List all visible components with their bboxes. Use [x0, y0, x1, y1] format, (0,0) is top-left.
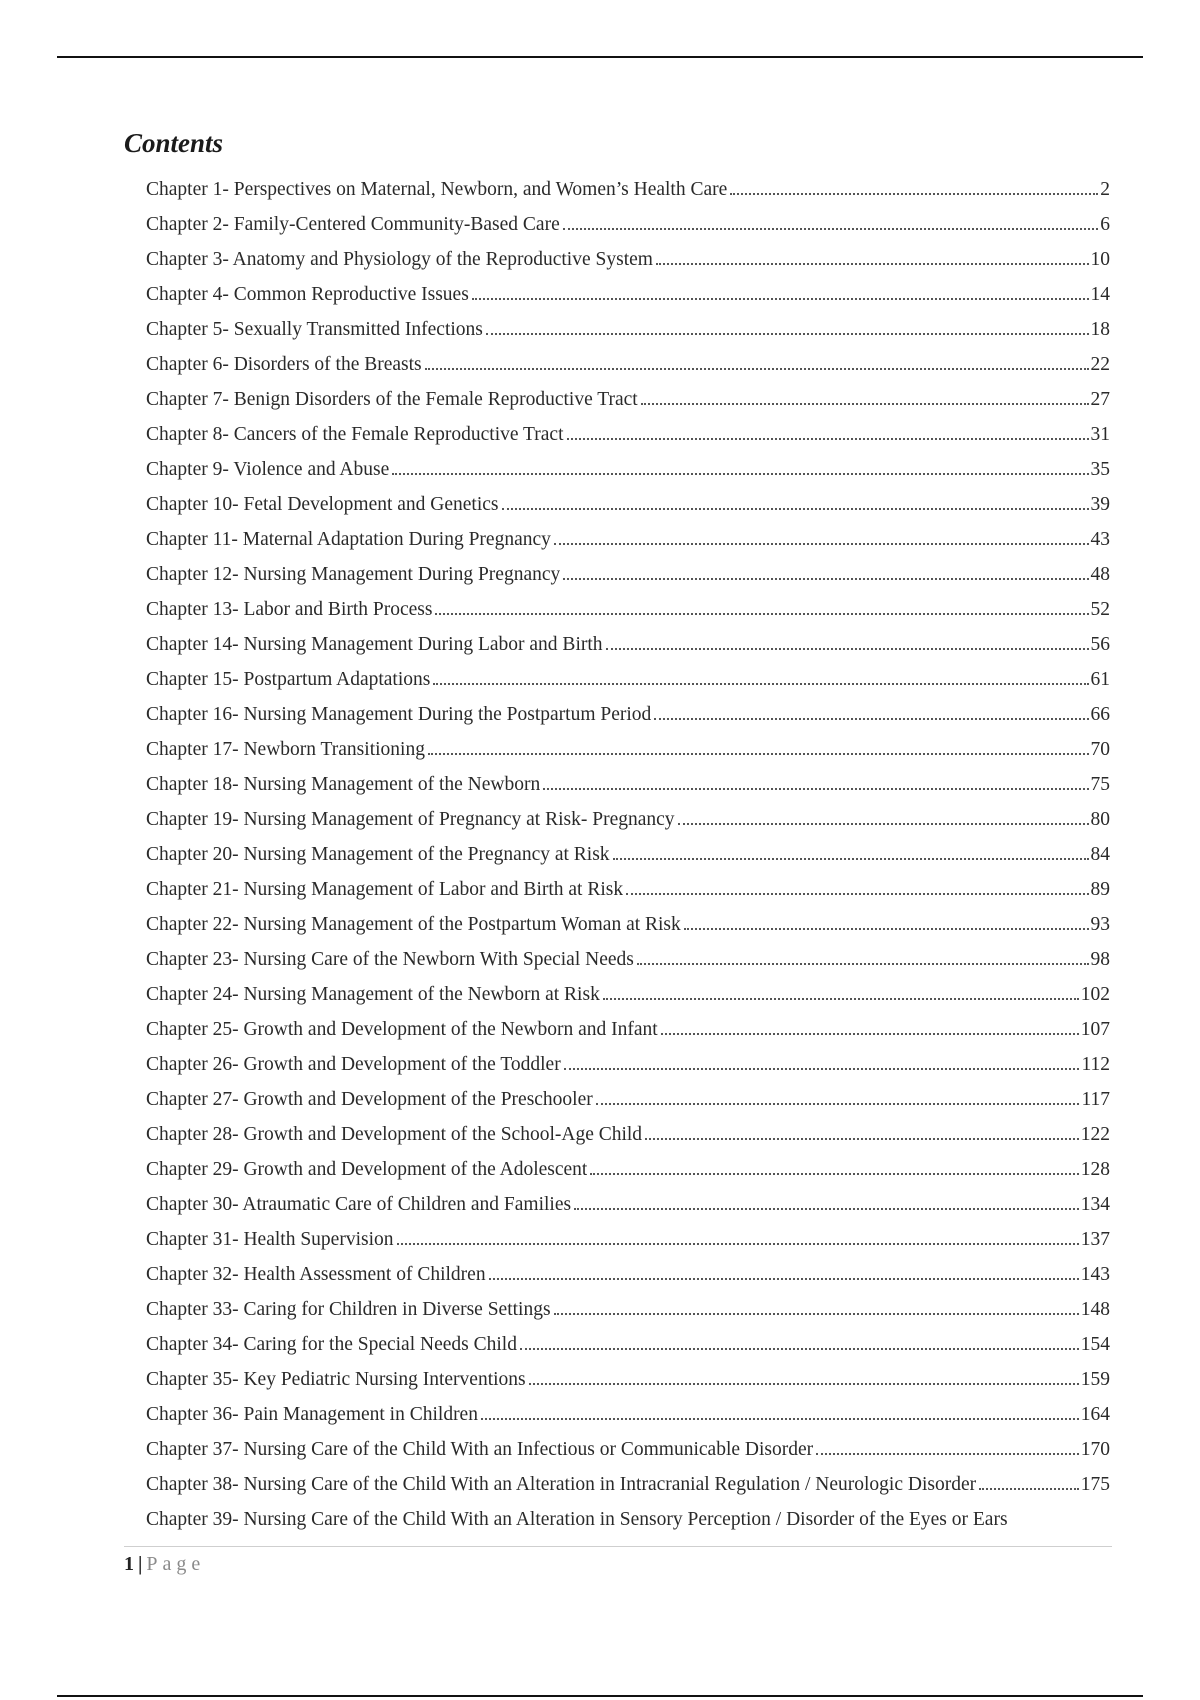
- toc-entry[interactable]: [146, 1187, 1110, 1222]
- toc-dot-leader: [554, 1313, 1079, 1315]
- toc-entry-page-number: 39: [1090, 494, 1110, 515]
- toc-entry-title: Chapter 5- Sexually Transmitted Infections: [146, 319, 483, 340]
- toc-dot-leader: [543, 788, 1088, 790]
- toc-dot-leader: [486, 333, 1089, 335]
- toc-entry[interactable]: [146, 837, 1110, 872]
- toc-entry-title: Chapter 1- Perspectives on Maternal, Newborn, and Women’s Health Care: [146, 179, 728, 200]
- toc-entry-page-number: 75: [1090, 774, 1110, 795]
- toc-entry[interactable]: [146, 557, 1110, 592]
- toc-entry-page-number: 35: [1090, 459, 1110, 480]
- toc-entry-page-number: 10: [1090, 249, 1110, 270]
- toc-entry-title: Chapter 26- Growth and Development of the Toddler: [146, 1054, 561, 1075]
- footer-page-label: Page: [146, 1553, 206, 1575]
- toc-dot-leader: [816, 1453, 1079, 1455]
- toc-entry-title: Chapter 34- Caring for the Special Needs Child: [146, 1334, 517, 1355]
- toc-entry[interactable]: [146, 662, 1110, 697]
- toc-entry-page-number: 6: [1100, 214, 1110, 235]
- toc-entry-page-number: 170: [1080, 1439, 1110, 1460]
- toc-dot-leader: [661, 1033, 1079, 1035]
- toc-entry[interactable]: [146, 1292, 1110, 1327]
- toc-entry-page-number: 14: [1090, 284, 1110, 305]
- toc-entry[interactable]: [146, 942, 1110, 977]
- toc-entry-title: Chapter 36- Pain Management in Children: [146, 1404, 478, 1425]
- toc-entry[interactable]: [146, 417, 1110, 452]
- footer-separator: |: [138, 1553, 143, 1575]
- toc-entry-page-number: 112: [1081, 1054, 1110, 1075]
- toc-entry-page-number: 175: [1080, 1474, 1110, 1495]
- toc-entry-page-number: 80: [1090, 809, 1110, 830]
- toc-entry[interactable]: [146, 1082, 1110, 1117]
- toc-entry-page-number: 89: [1090, 879, 1110, 900]
- toc-dot-leader: [563, 228, 1099, 230]
- toc-entry[interactable]: [146, 277, 1110, 312]
- toc-entry-title: Chapter 33- Caring for Children in Diverse Settings: [146, 1299, 551, 1320]
- toc-dot-leader: [606, 648, 1089, 650]
- toc-dot-leader: [520, 1348, 1079, 1350]
- toc-entry-title: Chapter 2- Family-Centered Community-Based Care: [146, 214, 560, 235]
- toc-entry[interactable]: [146, 487, 1110, 522]
- toc-entry-page-number: 22: [1090, 354, 1110, 375]
- top-rule: [57, 56, 1143, 58]
- table-of-contents: [146, 172, 1110, 1537]
- toc-dot-leader: [489, 1278, 1079, 1280]
- toc-entry-page-number: 2: [1100, 179, 1110, 200]
- toc-entry-title: Chapter 4- Common Reproductive Issues: [146, 284, 469, 305]
- toc-dot-leader: [626, 893, 1088, 895]
- toc-entry[interactable]: [146, 1117, 1110, 1152]
- toc-dot-leader: [433, 683, 1088, 685]
- toc-entry[interactable]: [146, 1432, 1110, 1467]
- toc-dot-leader: [637, 963, 1089, 965]
- toc-dot-leader: [641, 403, 1089, 405]
- toc-entry[interactable]: [146, 977, 1110, 1012]
- toc-entry[interactable]: [146, 1327, 1110, 1362]
- toc-dot-leader: [428, 753, 1089, 755]
- toc-entry-page-number: 31: [1090, 424, 1110, 445]
- toc-entry[interactable]: [146, 592, 1110, 627]
- toc-entry-title: Chapter 32- Health Assessment of Children: [146, 1264, 486, 1285]
- toc-entry[interactable]: [146, 382, 1110, 417]
- toc-entry-title: Chapter 30- Atraumatic Care of Children and Families: [146, 1194, 572, 1215]
- toc-entry[interactable]: [146, 312, 1110, 347]
- toc-entry-page-number: 117: [1081, 1089, 1110, 1110]
- toc-dot-leader: [684, 928, 1089, 930]
- toc-dot-leader: [979, 1488, 1079, 1490]
- toc-entry[interactable]: [146, 1012, 1110, 1047]
- toc-entry[interactable]: [146, 1502, 1110, 1537]
- toc-dot-leader: [502, 508, 1089, 510]
- toc-dot-leader: [654, 718, 1088, 720]
- toc-entry[interactable]: [146, 732, 1110, 767]
- toc-entry-title: Chapter 20- Nursing Management of the Pregnancy at Risk: [146, 844, 610, 865]
- toc-entry-title: Chapter 13- Labor and Birth Process: [146, 599, 433, 620]
- toc-entry-title: Chapter 21- Nursing Management of Labor and Birth at Risk: [146, 879, 624, 900]
- toc-dot-leader: [397, 1243, 1079, 1245]
- toc-entry-page-number: 148: [1080, 1299, 1110, 1320]
- page-footer: [124, 1550, 205, 1578]
- toc-entry[interactable]: [146, 242, 1110, 277]
- toc-entry-title: Chapter 19- Nursing Management of Pregnancy at Risk- Pregnancy: [146, 809, 675, 830]
- toc-entry-page-number: 70: [1090, 739, 1110, 760]
- toc-entry-title: Chapter 12- Nursing Management During Pregnancy: [146, 564, 561, 585]
- toc-entry-page-number: 159: [1080, 1369, 1110, 1390]
- toc-entry-title: Chapter 28- Growth and Development of the School-Age Child: [146, 1124, 643, 1145]
- toc-entry-page-number: 66: [1090, 704, 1110, 725]
- toc-entry-title: Chapter 29- Growth and Development of the Adolescent: [146, 1159, 588, 1180]
- toc-entry[interactable]: [146, 627, 1110, 662]
- toc-dot-leader: [730, 193, 1098, 195]
- toc-entry[interactable]: [146, 207, 1110, 242]
- toc-entry-page-number: 93: [1090, 914, 1110, 935]
- toc-entry-title: Chapter 10- Fetal Development and Genetics: [146, 494, 499, 515]
- toc-entry-page-number: 107: [1080, 1019, 1110, 1040]
- toc-entry[interactable]: [146, 1222, 1110, 1257]
- toc-entry-title: Chapter 16- Nursing Management During the Postpartum Period: [146, 704, 652, 725]
- toc-dot-leader: [596, 1103, 1080, 1105]
- toc-entry-page-number: 134: [1080, 1194, 1110, 1215]
- toc-entry[interactable]: [146, 697, 1110, 732]
- toc-entry-page-number: 154: [1080, 1334, 1110, 1355]
- toc-entry-title: Chapter 11- Maternal Adaptation During Pregnancy: [146, 529, 551, 550]
- toc-entry-page-number: 164: [1080, 1404, 1110, 1425]
- toc-entry-title: Chapter 8- Cancers of the Female Reproductive Tract: [146, 424, 564, 445]
- toc-entry-title: Chapter 22- Nursing Management of the Postpartum Woman at Risk: [146, 914, 681, 935]
- toc-entry-title: Chapter 23- Nursing Care of the Newborn With Special Needs: [146, 949, 634, 970]
- toc-entry[interactable]: [146, 452, 1110, 487]
- toc-entry[interactable]: [146, 522, 1110, 557]
- toc-entry-page-number: 143: [1080, 1264, 1110, 1285]
- toc-entry-title: Chapter 9- Violence and Abuse: [146, 459, 390, 480]
- toc-entry-title: Chapter 14- Nursing Management During Labor and Birth: [146, 634, 603, 655]
- toc-entry[interactable]: [146, 1257, 1110, 1292]
- toc-entry[interactable]: [146, 1467, 1110, 1502]
- toc-entry-title: Chapter 35- Key Pediatric Nursing Interventions: [146, 1369, 526, 1390]
- toc-entry-page-number: 84: [1090, 844, 1110, 865]
- toc-dot-leader: [603, 998, 1079, 1000]
- toc-dot-leader: [564, 1068, 1080, 1070]
- toc-entry-page-number: 18: [1090, 319, 1110, 340]
- toc-dot-leader: [645, 1138, 1079, 1140]
- toc-entry[interactable]: [146, 1397, 1110, 1432]
- footer-rule: [124, 1546, 1112, 1547]
- toc-dot-leader: [554, 543, 1089, 545]
- toc-dot-leader: [529, 1383, 1079, 1385]
- toc-entry-title: Chapter 37- Nursing Care of the Child With an Infectious or Communicable Disorder: [146, 1439, 814, 1460]
- toc-entry-title: Chapter 27- Growth and Development of the Preschooler: [146, 1089, 593, 1110]
- toc-entry-title: Chapter 6- Disorders of the Breasts: [146, 354, 422, 375]
- toc-dot-leader: [472, 298, 1089, 300]
- toc-entry-title: Chapter 15- Postpartum Adaptations: [146, 669, 431, 690]
- toc-entry-page-number: 122: [1080, 1124, 1110, 1145]
- toc-dot-leader: [574, 1208, 1079, 1210]
- footer-page-number: 1: [124, 1553, 134, 1575]
- toc-dot-leader: [481, 1418, 1079, 1420]
- toc-entry-title: Chapter 31- Health Supervision: [146, 1229, 394, 1250]
- toc-entry-page-number: 52: [1090, 599, 1110, 620]
- toc-entry-title: Chapter 38- Nursing Care of the Child With an Alteration in Intracranial Regulation / Neurologic Disorder: [146, 1474, 977, 1495]
- toc-dot-leader: [563, 578, 1088, 580]
- toc-dot-leader: [656, 263, 1089, 265]
- toc-entry-title: Chapter 3- Anatomy and Physiology of the Reproductive System: [146, 249, 653, 270]
- toc-entry[interactable]: [146, 767, 1110, 802]
- toc-dot-leader: [392, 473, 1088, 475]
- toc-entry-page-number: 137: [1080, 1229, 1110, 1250]
- toc-entry-page-number: 98: [1090, 949, 1110, 970]
- toc-entry-page-number: 48: [1090, 564, 1110, 585]
- toc-entry[interactable]: [146, 872, 1110, 907]
- toc-entry-title: Chapter 39- Nursing Care of the Child With an Alteration in Sensory Perception / Disorder of the Eyes or Ears: [146, 1509, 1008, 1530]
- toc-entry-title: Chapter 7- Benign Disorders of the Female Reproductive Tract: [146, 389, 638, 410]
- toc-entry-page-number: 27: [1090, 389, 1110, 410]
- toc-dot-leader: [567, 438, 1089, 440]
- toc-entry-page-number: 56: [1090, 634, 1110, 655]
- toc-entry[interactable]: [146, 802, 1110, 837]
- toc-entry[interactable]: [146, 1047, 1110, 1082]
- toc-entry[interactable]: [146, 347, 1110, 382]
- toc-entry-title: Chapter 25- Growth and Development of the Newborn and Infant: [146, 1019, 658, 1040]
- toc-dot-leader: [613, 858, 1089, 860]
- toc-entry-title: Chapter 17- Newborn Transitioning: [146, 739, 425, 760]
- toc-entry-page-number: 128: [1080, 1159, 1110, 1180]
- toc-dot-leader: [678, 823, 1089, 825]
- toc-entry-page-number: 61: [1090, 669, 1110, 690]
- toc-entry[interactable]: [146, 172, 1110, 207]
- toc-entry[interactable]: [146, 1362, 1110, 1397]
- toc-dot-leader: [590, 1173, 1078, 1175]
- toc-entry-title: Chapter 24- Nursing Management of the Newborn at Risk: [146, 984, 600, 1005]
- toc-entry[interactable]: [146, 1152, 1110, 1187]
- bottom-rule: [57, 1695, 1143, 1697]
- toc-entry-page-number: 102: [1080, 984, 1110, 1005]
- toc-entry[interactable]: [146, 907, 1110, 942]
- toc-entry-title: Chapter 18- Nursing Management of the Newborn: [146, 774, 541, 795]
- contents-heading: Contents: [124, 128, 224, 158]
- toc-dot-leader: [425, 368, 1089, 370]
- toc-entry-page-number: 43: [1090, 529, 1110, 550]
- toc-dot-leader: [435, 613, 1088, 615]
